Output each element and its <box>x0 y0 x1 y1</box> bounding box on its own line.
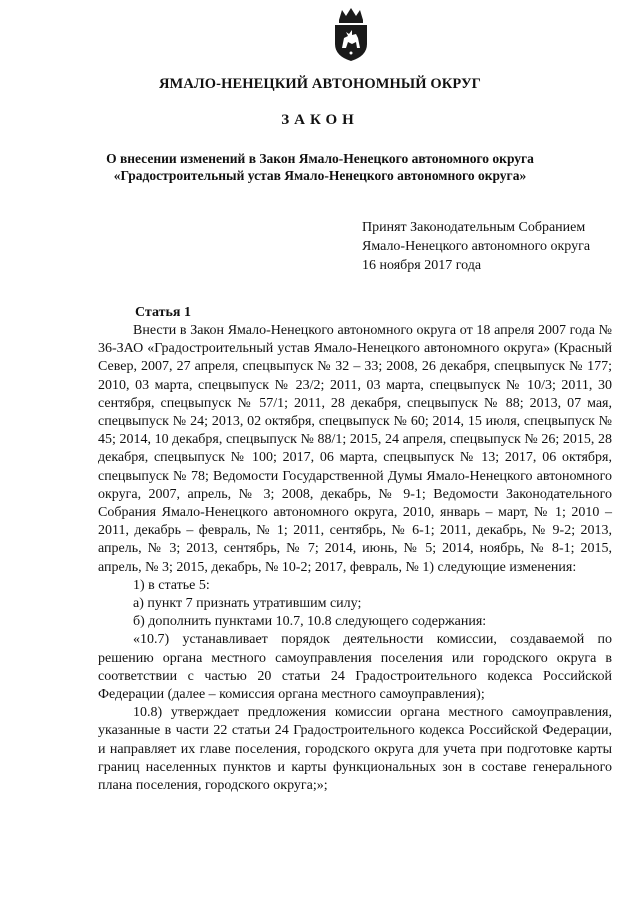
list-item: а) пункт 7 признать утратившим силу; <box>133 596 362 612</box>
subject-line: «Градостроительный устав Ямало-Ненецкого автономного округа» <box>113 168 527 183</box>
coat-of-arms-icon <box>330 6 372 62</box>
list-item: б) дополнить пунктами 10.7, 10.8 следующего содержания: <box>133 614 487 630</box>
article-title: Статья 1 <box>135 305 191 320</box>
paragraph-10-7: «10.7) устанавливает порядок деятельности комиссии, создаваемой по решению органа местного самоуправления поселения или городского округа в соответствии с частью 20 статьи 24 Градостроительного кодекса Российской Федерации (далее – комиссия органа местного самоуправления); <box>98 632 612 703</box>
list-item: 1) в статье 5: <box>133 577 210 593</box>
adoption-line: Ямало-Ненецкого автономного округа <box>362 239 591 254</box>
adoption-date: 16 ноября 2017 года <box>362 258 482 273</box>
article-body <box>98 322 612 795</box>
document-type: ЗАКОН <box>281 112 359 128</box>
region-heading: ЯМАЛО-НЕНЕЦКИЙ АВТОНОМНЫЙ ОКРУГ <box>158 76 482 92</box>
law-subject <box>0 150 640 184</box>
article-intro: Внести в Закон Ямало-Ненецкого автономного округа от 18 апреля 2007 года № 36-ЗАО «Градостроительный устав Ямало-Ненецкого автономного округа» (Красный Север, 2007, 27 апреля, спецвыпуск № 32 – 33; 2008, 26 декабря, спецвыпуск № 177; 2010, 03 марта, спецвыпуск № 23/2; 2011, 03 марта, спецвыпуск № 10/3; 2011, 30 сентября, спецвыпуск № 57/1; 2011, 28 декабря, спецвыпуск № 88; 2013, 07 мая, спецвыпуск № 24; 2013, 02 октября, спецвыпуск № 60; 2014, 15 июля, спецвыпуск № 45; 2014, 10 декабря, спецвыпуск № 88/1; 2015, 24 апреля, спецвыпуск № 26; 2015, 28 декабря, спецвыпуск № 100; 2017, 06 марта, спецвыпуск № 13; 2017, 06 октября, спецвыпуск № 78; Ведомости Государственной Думы Ямало-Ненецкого автономного округа, 2007, апрель, № 3; 2008, декабрь, № 9-1; Ведомости Законодательного Собрания Ямало-Ненецкого автономного округа, 2010, январь – март, № 1; 2010 – 2011, декабрь – февраль, № 1; 2011, сентябрь, № 6-1; 2011, декабрь, № 9-2; 2013, апрель, № 3; 2013, сентябрь, № 7; 2014, июнь, № 5; 2014, ноябрь, № 8-1; 2015, апрель, № 3; 2015, декабрь, № 10-2; 2017, февраль, № 1) следующие изменения: <box>98 323 612 575</box>
subject-line: О внесении изменений в Закон Ямало-Ненецкого автономного округа <box>106 151 534 166</box>
adoption-note <box>362 218 590 275</box>
adoption-line: Принят Законодательным Собранием <box>362 220 586 235</box>
paragraph-10-8: 10.8) утверждает предложения комиссии органа местного самоуправления, указанные в части 22 статьи 24 Градостроительного кодекса Российской Федерации, и направляет их главе поселения, городского округа для учета при подготовке карты границ населенных пунктов и карты функциональных зон в составе генерального плана поселения, городского округа;»; <box>98 705 612 794</box>
